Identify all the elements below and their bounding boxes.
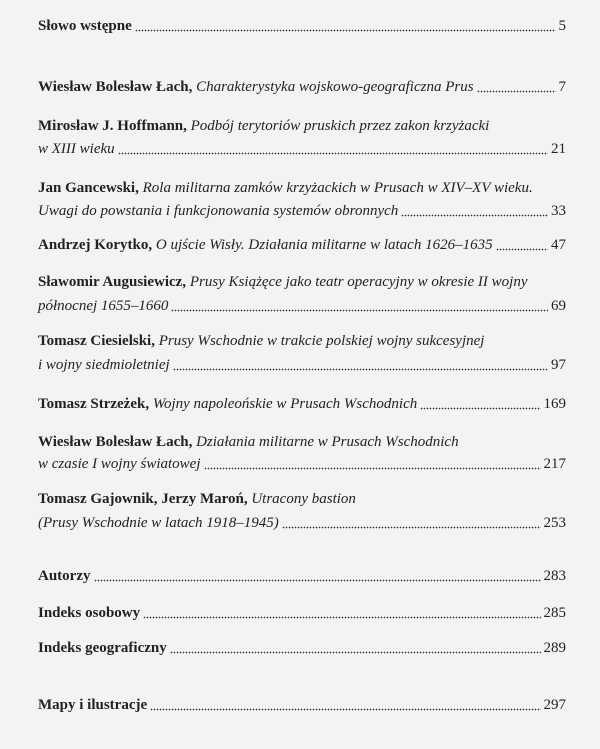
dot-leader	[171, 309, 548, 313]
entry-title: Indeks osobowy	[38, 605, 141, 621]
entry-title-cont: północnej 1655–1660	[38, 298, 169, 314]
page-number: 297	[543, 697, 566, 713]
page-number: 169	[543, 396, 566, 412]
entry-title: Autorzy	[38, 568, 91, 584]
page-number: 97	[551, 357, 566, 373]
entry-title: Działania militarne w Prusach Wschodnich	[196, 434, 459, 450]
toc-entry[interactable]	[38, 697, 566, 717]
dot-leader	[282, 526, 541, 530]
page-number: 289	[543, 640, 566, 656]
page-number: 69	[551, 298, 566, 314]
entry-title-cont: (Prusy Wschodnie w latach 1918–1945)	[38, 515, 279, 531]
entry-title: Podbój terytoriów pruskich przez zakon krzyżacki	[190, 118, 490, 134]
entry-title: Mapy i ilustracje	[38, 697, 148, 713]
entry-author: Wiesław Bolesław Łach,	[38, 79, 193, 95]
toc-entry[interactable]	[38, 118, 489, 138]
page-number: 283	[543, 568, 566, 584]
entry-title: Charakterystyka wojskowo-geograficzna Prus	[196, 79, 474, 95]
page-number: 285	[543, 605, 566, 621]
dot-leader	[143, 616, 540, 620]
dot-leader	[173, 368, 548, 372]
toc-entry-continuation[interactable]	[38, 203, 566, 223]
entry-title: Słowo wstępne	[38, 18, 132, 34]
dot-leader	[420, 407, 540, 411]
dot-leader	[94, 579, 541, 583]
toc-entry[interactable]	[38, 640, 566, 660]
dot-leader	[135, 29, 556, 33]
toc-entry-continuation[interactable]	[38, 456, 566, 476]
page-number: 7	[558, 79, 566, 95]
toc-entry[interactable]	[38, 18, 566, 38]
entry-author: Sławomir Augusiewicz,	[38, 274, 187, 290]
entry-author: Andrzej Korytko,	[38, 237, 153, 253]
toc-entry-continuation[interactable]	[38, 357, 566, 377]
entry-author: Tomasz Ciesielski,	[38, 333, 155, 349]
toc-entry[interactable]	[38, 491, 356, 511]
dot-leader	[118, 152, 548, 156]
entry-title: Prusy Książęce jako teatr operacyjny w okresie II wojny	[189, 274, 528, 290]
entry-title: Prusy Wschodnie w trakcie polskiej wojny sukcesyjnej	[158, 333, 485, 349]
toc-entry-continuation[interactable]	[38, 298, 566, 318]
entry-author: Wiesław Bolesław Łach,	[38, 434, 193, 450]
entry-title-cont: w czasie I wojny światowej	[38, 456, 201, 472]
dot-leader	[496, 248, 548, 252]
toc-entry[interactable]	[38, 237, 566, 257]
dot-leader	[150, 708, 540, 712]
page-number: 253	[543, 515, 566, 531]
toc-entry[interactable]	[38, 333, 484, 353]
toc-entry[interactable]	[38, 274, 528, 294]
entry-title: Utracony bastion	[251, 491, 356, 507]
entry-title: Indeks geograficzny	[38, 640, 167, 656]
entry-author: Jan Gancewski,	[38, 180, 139, 196]
entry-title-cont: w XIII wieku	[38, 141, 115, 157]
page-number: 33	[551, 203, 566, 219]
page-number: 217	[543, 456, 566, 472]
entry-title-cont: i wojny siedmioletniej	[38, 357, 170, 373]
toc-entry[interactable]	[38, 180, 533, 200]
toc-entry[interactable]	[38, 79, 566, 99]
dot-leader	[401, 214, 548, 218]
page-number: 5	[558, 18, 566, 34]
dot-leader	[204, 467, 541, 471]
entry-author: Tomasz Gajownik, Jerzy Maroń,	[38, 491, 248, 507]
entry-title: O ujście Wisły. Działania militarne w latach 1626–1635	[155, 237, 493, 253]
page-number: 21	[551, 141, 566, 157]
toc-entry-continuation[interactable]	[38, 141, 566, 161]
page-number: 47	[551, 237, 566, 253]
toc-entry[interactable]	[38, 396, 566, 416]
toc-entry-continuation[interactable]	[38, 515, 566, 535]
toc-entry[interactable]	[38, 434, 459, 454]
dot-leader	[170, 651, 541, 655]
entry-title: Wojny napoleońskie w Prusach Wschodnich	[152, 396, 418, 412]
dot-leader	[477, 90, 556, 94]
toc-entry[interactable]	[38, 568, 566, 588]
entry-author: Mirosław J. Hoffmann,	[38, 118, 187, 134]
entry-title: Rola militarna zamków krzyżackich w Prusach w XIV–XV wieku.	[142, 180, 533, 196]
toc-entry[interactable]	[38, 605, 566, 625]
entry-title-cont: Uwagi do powstania i funkcjonowania systemów obronnych	[38, 203, 399, 219]
entry-author: Tomasz Strzeżek,	[38, 396, 150, 412]
